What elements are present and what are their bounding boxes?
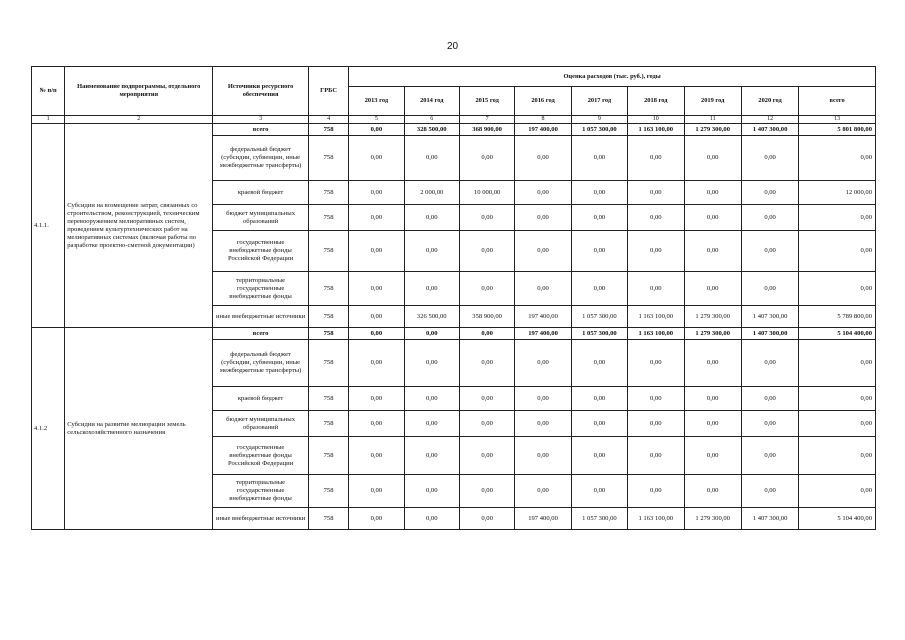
year-value: 0,00 [628,272,684,306]
column-number: 9 [571,116,627,124]
grbs-code: 758 [308,205,348,231]
year-value: 0,00 [571,136,627,181]
year-value: 0,00 [741,437,798,475]
year-value: 0,00 [404,340,459,387]
year-value: 1 163 100,00 [628,124,684,136]
year-value: 0,00 [459,340,514,387]
funding-source: иные внебюджетные источники [213,508,309,530]
total-value: 5 104 400,00 [799,508,876,530]
year-value: 0,00 [349,340,404,387]
funding-source: краевой бюджет [213,181,309,205]
year-value: 0,00 [741,181,798,205]
funding-source: государственные внебюджетные фонды Российской Федерации [213,437,309,475]
year-value: 0,00 [515,340,571,387]
total-value: 0,00 [799,136,876,181]
funding-source: государственные внебюджетные фонды Российской Федерации [213,231,309,272]
year-value: 0,00 [628,340,684,387]
year-value: 1 279 300,00 [684,328,741,340]
column-numbers-row [32,116,876,124]
year-value: 1 407 300,00 [741,328,798,340]
year-value: 0,00 [349,306,404,328]
year-value: 1 279 300,00 [684,306,741,328]
year-value: 0,00 [404,508,459,530]
year-value: 0,00 [515,437,571,475]
total-value: 0,00 [799,411,876,437]
column-number: 4 [308,116,348,124]
col-no-header: № п/п [32,67,65,116]
year-value: 0,00 [404,205,459,231]
year-header: 2018 год [628,87,684,116]
year-value: 0,00 [571,411,627,437]
year-value: 1 407 300,00 [741,508,798,530]
grbs-code: 758 [308,231,348,272]
year-value: 0,00 [349,181,404,205]
total-value: 0,00 [799,231,876,272]
year-value: 0,00 [404,437,459,475]
year-value: 0,00 [628,181,684,205]
year-header: 2019 год [684,87,741,116]
total-value: 5 104 400,00 [799,328,876,340]
year-value: 0,00 [684,437,741,475]
year-value: 2 000,00 [404,181,459,205]
year-value: 0,00 [459,328,514,340]
year-value: 0,00 [628,205,684,231]
year-value: 328 500,00 [404,124,459,136]
year-value: 0,00 [684,411,741,437]
year-value: 0,00 [349,508,404,530]
year-value: 0,00 [741,340,798,387]
year-value: 0,00 [459,411,514,437]
funding-source: бюджет муниципальных образований [213,205,309,231]
year-value: 0,00 [741,387,798,411]
year-value: 0,00 [515,411,571,437]
year-value: 0,00 [349,437,404,475]
year-value: 0,00 [515,205,571,231]
year-value: 1 279 300,00 [684,124,741,136]
column-number: 8 [515,116,571,124]
column-number: 11 [684,116,741,124]
grbs-code: 758 [308,306,348,328]
year-value: 0,00 [741,231,798,272]
year-value: 0,00 [404,411,459,437]
year-value: 0,00 [741,205,798,231]
year-value: 0,00 [515,181,571,205]
year-header: 2016 год [515,87,571,116]
year-value: 0,00 [628,475,684,508]
year-value: 0,00 [349,411,404,437]
year-value: 0,00 [515,231,571,272]
year-value: 1 057 300,00 [571,508,627,530]
year-header: 2013 год [349,87,404,116]
column-number: 12 [741,116,798,124]
year-value: 0,00 [349,231,404,272]
year-value: 0,00 [459,272,514,306]
year-value: 1 279 300,00 [684,508,741,530]
total-value: 5 789 800,00 [799,306,876,328]
total-value: 0,00 [799,387,876,411]
year-value: 0,00 [349,124,404,136]
year-value: 0,00 [349,272,404,306]
year-value: 0,00 [515,387,571,411]
year-value: 0,00 [515,475,571,508]
year-value: 0,00 [571,181,627,205]
year-value: 0,00 [741,272,798,306]
column-number: 7 [459,116,514,124]
year-value: 197 400,00 [515,124,571,136]
total-value: 5 801 800,00 [799,124,876,136]
year-value: 0,00 [459,205,514,231]
year-value: 0,00 [349,328,404,340]
col-grbs-header: ГРБС [308,67,348,116]
year-value: 0,00 [349,205,404,231]
year-header: 2014 год [404,87,459,116]
section-code: 4.1.2 [32,328,65,530]
year-value: 0,00 [459,475,514,508]
year-value: 0,00 [684,340,741,387]
year-value: 0,00 [571,205,627,231]
year-value: 358 900,00 [459,306,514,328]
year-value: 0,00 [459,508,514,530]
grbs-code: 758 [308,475,348,508]
funding-source: территориальные государственные внебюджетные фонды [213,272,309,306]
year-value: 0,00 [515,272,571,306]
year-value: 0,00 [571,231,627,272]
year-value: 0,00 [741,475,798,508]
year-value: 0,00 [741,411,798,437]
column-number: 3 [213,116,309,124]
table-body [32,67,876,530]
funding-source: федеральный бюджет (субсидии, субвенции, иные межбюджетные трансферты) [213,136,309,181]
year-value: 0,00 [628,411,684,437]
section-name: Субсидии на возмещение затрат, связанных со строительством, реконструкцией, техническим перевооружением мелиоративных систем, проведением культуртехнических работ на мелиоративных системах (включая работы по разработке проектно-сметной документации) [65,124,213,328]
year-value: 0,00 [741,136,798,181]
year-value: 10 000,00 [459,181,514,205]
year-value: 0,00 [571,272,627,306]
year-value: 1 163 100,00 [628,306,684,328]
year-value: 0,00 [684,181,741,205]
year-value: 0,00 [571,340,627,387]
year-value: 1 163 100,00 [628,508,684,530]
year-value: 0,00 [684,205,741,231]
table-row [32,124,876,136]
year-value: 1 057 300,00 [571,124,627,136]
year-value: 1 407 300,00 [741,306,798,328]
year-value: 0,00 [628,231,684,272]
table-row [32,328,876,340]
funding-source: иные внебюджетные источники [213,306,309,328]
year-header: 2015 год [459,87,514,116]
year-value: 0,00 [404,328,459,340]
year-value: 368 900,00 [459,124,514,136]
grbs-code: 758 [308,508,348,530]
section-name: Субсидии на развитие мелиорации земель сельскохозяйственного назначения [65,328,213,530]
year-value: 0,00 [628,136,684,181]
column-number: 6 [404,116,459,124]
year-value: 197 400,00 [515,306,571,328]
year-value: 0,00 [628,437,684,475]
expense-table [31,66,876,530]
section-code: 4.1.1. [32,124,65,328]
column-number: 13 [799,116,876,124]
year-value: 0,00 [459,387,514,411]
year-value: 1 057 300,00 [571,306,627,328]
year-value: 1 163 100,00 [628,328,684,340]
year-value: 0,00 [404,387,459,411]
grbs-code: 758 [308,181,348,205]
year-value: 0,00 [404,231,459,272]
year-value: 326 500,00 [404,306,459,328]
year-value: 0,00 [684,136,741,181]
year-value: 0,00 [684,272,741,306]
year-value: 197 400,00 [515,508,571,530]
funding-source: бюджет муниципальных образований [213,411,309,437]
year-value: 0,00 [349,387,404,411]
total-value: 0,00 [799,205,876,231]
funding-source: краевой бюджет [213,387,309,411]
header-row-top [32,67,876,87]
col-estimate-header: Оценка расходов (тыс. руб.), годы [349,67,876,87]
year-value: 0,00 [459,437,514,475]
page-number: 20 [446,41,459,52]
year-value: 0,00 [459,231,514,272]
grbs-code: 758 [308,124,348,136]
funding-source: всего [213,328,309,340]
total-value: 12 000,00 [799,181,876,205]
col-source-header: Источники ресурсного обеспечения [213,67,309,116]
year-header: всего [799,87,876,116]
total-value: 0,00 [799,475,876,508]
column-number: 5 [349,116,404,124]
funding-source: территориальные государственные внебюджетные фонды [213,475,309,508]
total-value: 0,00 [799,272,876,306]
year-value: 0,00 [684,231,741,272]
year-value: 1 407 300,00 [741,124,798,136]
grbs-code: 758 [308,272,348,306]
column-number: 10 [628,116,684,124]
grbs-code: 758 [308,340,348,387]
year-value: 0,00 [404,136,459,181]
year-value: 0,00 [459,136,514,181]
funding-source: федеральный бюджет (субсидии, субвенции, иные межбюджетные трансферты) [213,340,309,387]
year-value: 0,00 [684,475,741,508]
year-value: 0,00 [571,475,627,508]
grbs-code: 758 [308,136,348,181]
column-number: 2 [65,116,213,124]
year-value: 0,00 [404,272,459,306]
year-value: 0,00 [571,437,627,475]
column-number: 1 [32,116,65,124]
year-value: 1 057 300,00 [571,328,627,340]
year-value: 0,00 [515,136,571,181]
grbs-code: 758 [308,437,348,475]
year-value: 0,00 [349,136,404,181]
year-value: 0,00 [628,387,684,411]
year-value: 197 400,00 [515,328,571,340]
total-value: 0,00 [799,340,876,387]
year-value: 0,00 [404,475,459,508]
funding-source: всего [213,124,309,136]
grbs-code: 758 [308,328,348,340]
year-value: 0,00 [349,475,404,508]
year-value: 0,00 [684,387,741,411]
year-value: 0,00 [571,387,627,411]
col-name-header: Наименование подпрограммы, отдельного мероприятия [65,67,213,116]
year-header: 2020 год [741,87,798,116]
year-header: 2017 год [571,87,627,116]
grbs-code: 758 [308,411,348,437]
grbs-code: 758 [308,387,348,411]
total-value: 0,00 [799,437,876,475]
